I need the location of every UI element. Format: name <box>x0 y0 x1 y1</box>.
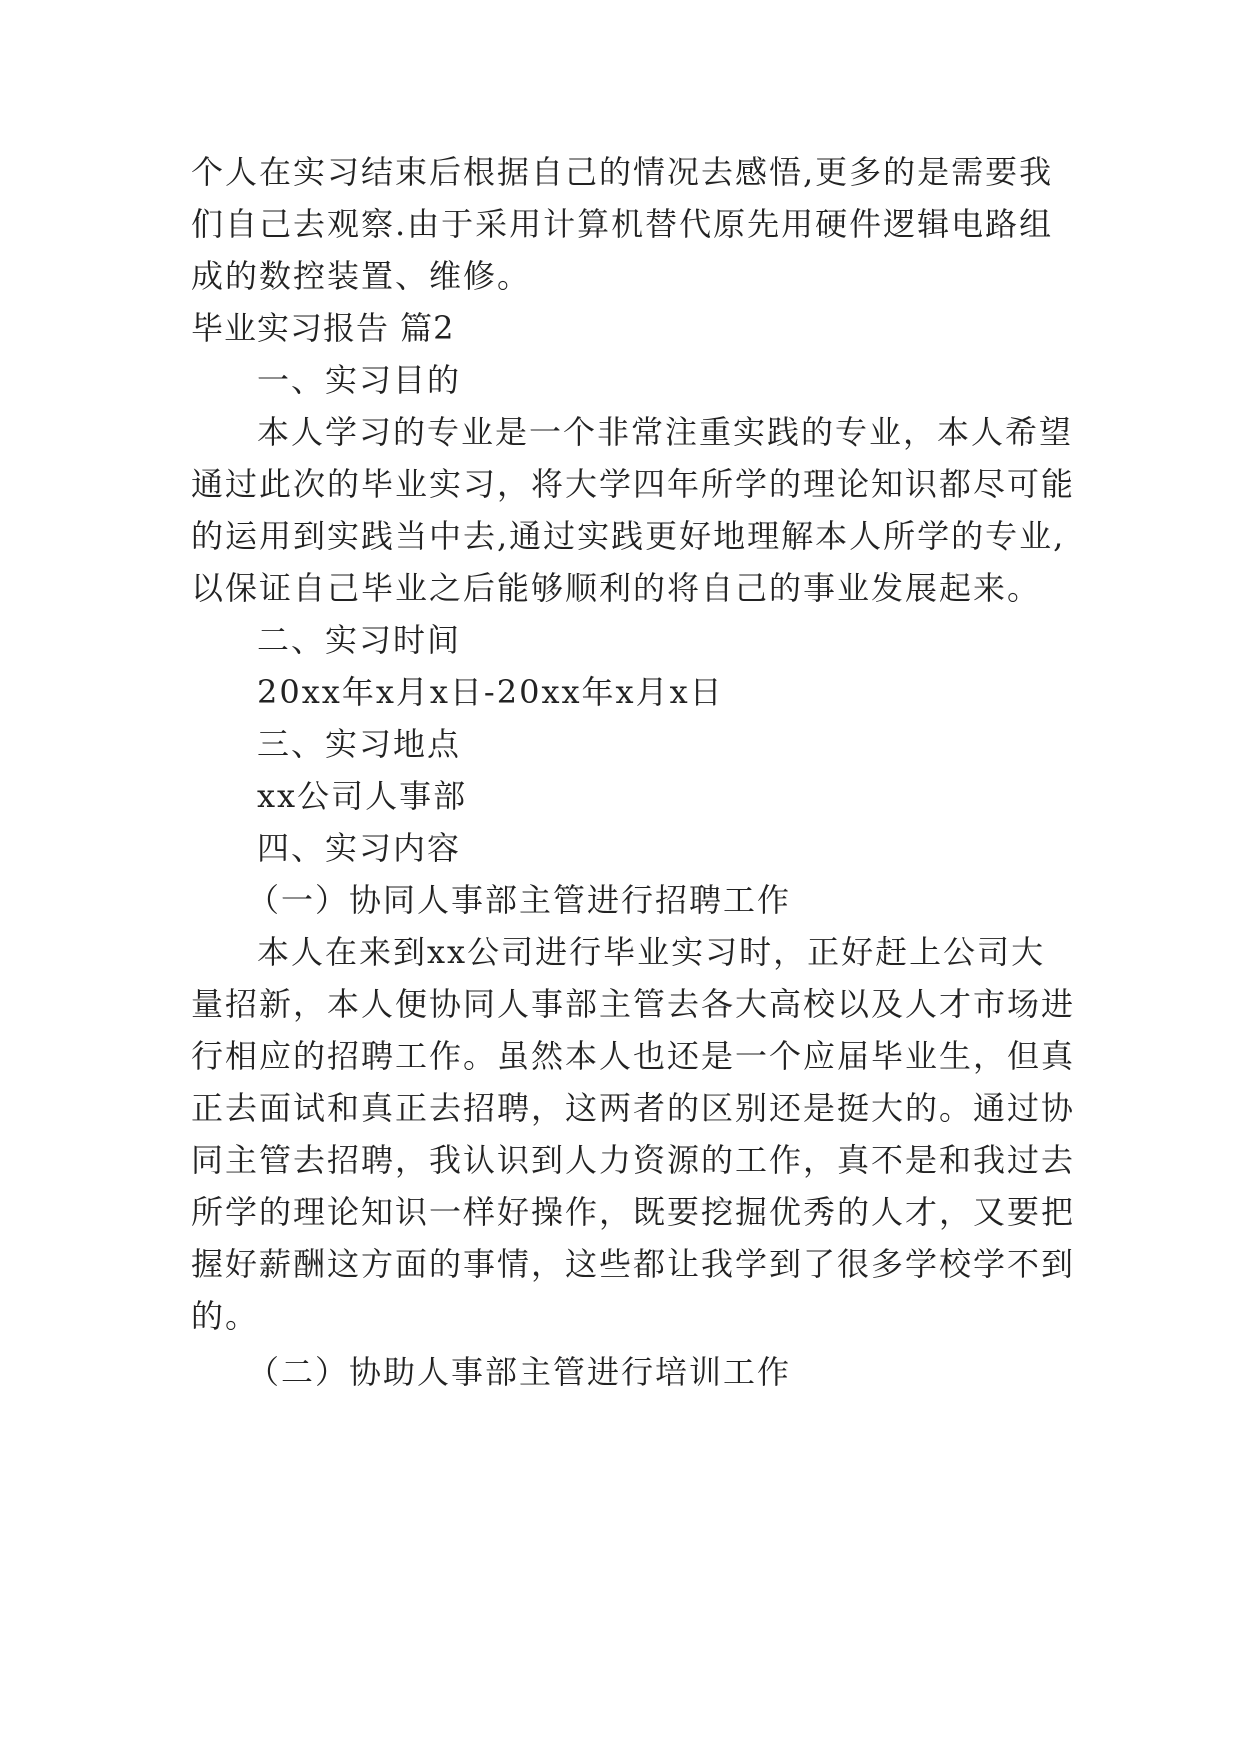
paragraph-line: 通过此次的毕业实习，将大学四年所学的理论知识都尽可能 <box>191 465 1076 503</box>
paragraph-line: 个人在实习结束后根据自己的情况去感悟,更多的是需要我 <box>191 153 1054 191</box>
section-heading: 一、实习目的 <box>257 361 462 399</box>
paragraph-line: 20xx年x月x日-20xx年x月x日 <box>257 673 724 711</box>
paragraph-line: xx公司人事部 <box>257 777 468 815</box>
subsection-heading: （二）协助人事部主管进行培训工作 <box>247 1353 792 1391</box>
subsection-heading: （一）协同人事部主管进行招聘工作 <box>247 881 792 919</box>
paragraph-line: 握好薪酬这方面的事情，这些都让我学到了很多学校学不到 <box>191 1245 1076 1283</box>
paragraph-line: 所学的理论知识一样好操作，既要挖掘优秀的人才，又要把 <box>191 1193 1076 1231</box>
paragraph-line: 量招新，本人便协同人事部主管去各大高校以及人才市场进 <box>191 985 1076 1023</box>
paragraph-line: 们自己去观察.由于采用计算机替代原先用硬件逻辑电路组 <box>191 205 1054 243</box>
section-heading: 四、实习内容 <box>257 829 462 867</box>
section-title: 毕业实习报告 篇2 <box>191 309 455 347</box>
paragraph-line: 行相应的招聘工作。虽然本人也还是一个应届毕业生，但真 <box>191 1037 1076 1075</box>
paragraph-line: 本人学习的专业是一个非常注重实践的专业，本人希望 <box>257 413 1074 451</box>
section-heading: 二、实习时间 <box>257 621 462 659</box>
paragraph-line: 成的数控装置、维修。 <box>191 257 532 295</box>
paragraph-line: 的。 <box>191 1297 260 1335</box>
paragraph-line: 以保证自己毕业之后能够顺利的将自己的事业发展起来。 <box>191 569 1042 607</box>
section-heading: 三、实习地点 <box>257 725 462 763</box>
paragraph-line: 同主管去招聘，我认识到人力资源的工作，真不是和我过去 <box>191 1141 1076 1179</box>
paragraph-line: 的运用到实践当中去,通过实践更好地理解本人所学的专业, <box>191 517 1066 555</box>
paragraph-line: 正去面试和真正去招聘，这两者的区别还是挺大的。通过协 <box>191 1089 1076 1127</box>
paragraph-line: 本人在来到xx公司进行毕业实习时，正好赶上公司大 <box>257 933 1046 971</box>
